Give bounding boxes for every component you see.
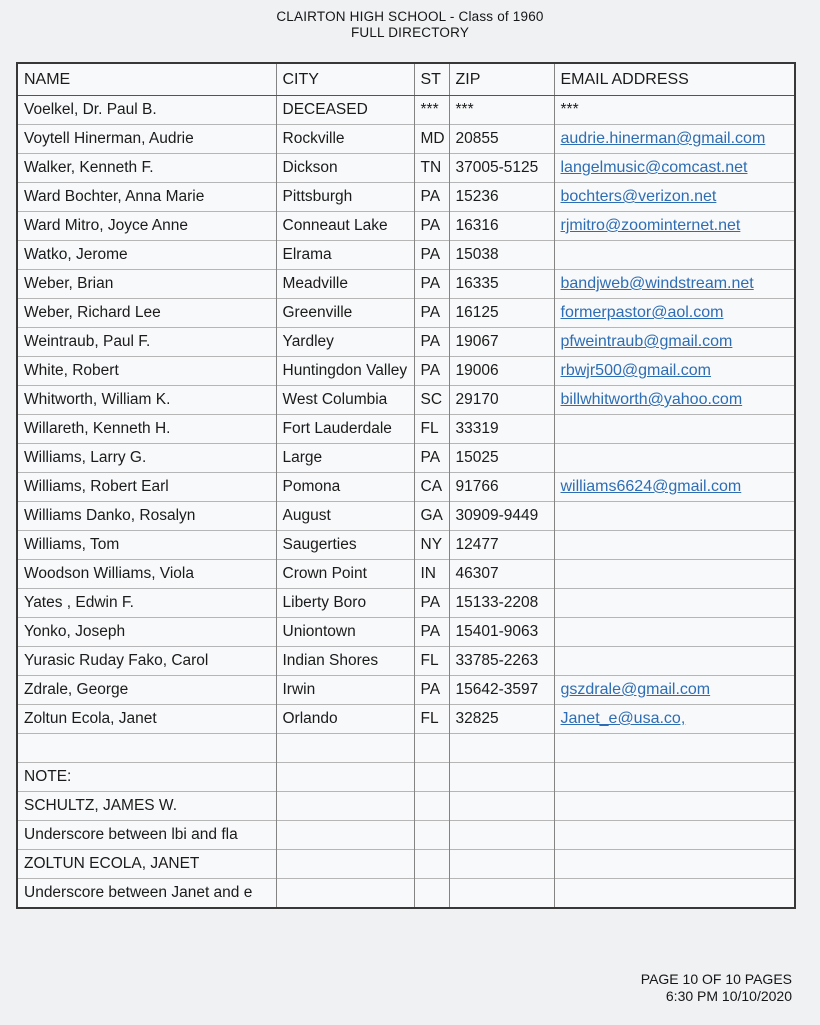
cell-email [554,821,795,850]
cell-email [554,212,795,241]
cell-name: NOTE: [17,763,276,792]
cell-city [276,850,414,879]
cell-city: Crown Point [276,560,414,589]
cell-city [276,821,414,850]
cell-name: Ward Mitro, Joyce Anne [17,212,276,241]
email-link[interactable]: Janet_e@usa.co, [560,710,686,727]
cell-city: Huntingdon Valley [276,357,414,386]
cell-city: Conneaut Lake [276,212,414,241]
cell-city: Large [276,444,414,473]
cell-email [554,647,795,676]
table-row [17,125,795,154]
cell-zip: 91766 [449,473,554,502]
cell-email [554,792,795,821]
cell-name: SCHULTZ, JAMES W. [17,792,276,821]
cell-email [554,589,795,618]
table-row [17,879,795,909]
cell-zip: *** [449,96,554,125]
cell-city: West Columbia [276,386,414,415]
cell-email [554,705,795,734]
cell-st [414,879,449,909]
cell-st: *** [414,96,449,125]
cell-email [554,328,795,357]
cell-email [554,531,795,560]
column-header-email: EMAIL ADDRESS [554,63,795,96]
cell-city [276,763,414,792]
cell-zip: 33785-2263 [449,647,554,676]
cell-name: Walker, Kenneth F. [17,154,276,183]
cell-zip [449,850,554,879]
email-link[interactable]: bochters@verizon.net [560,188,717,205]
cell-st: PA [414,241,449,270]
table-row [17,415,795,444]
table-row [17,386,795,415]
cell-st [414,734,449,763]
cell-email [554,879,795,909]
table-row [17,183,795,212]
cell-city: Uniontown [276,618,414,647]
cell-name: Underscore between Janet and e [17,879,276,909]
cell-name: Weintraub, Paul F. [17,328,276,357]
cell-zip [449,879,554,909]
cell-zip: 19067 [449,328,554,357]
cell-zip: 15236 [449,183,554,212]
cell-st: PA [414,212,449,241]
directory-table [16,62,796,909]
cell-name: Whitworth, William K. [17,386,276,415]
table-row [17,705,795,734]
table-row [17,357,795,386]
cell-city [276,879,414,909]
cell-name: Williams, Tom [17,531,276,560]
cell-st: IN [414,560,449,589]
table-row [17,473,795,502]
table-row [17,444,795,473]
cell-name: Williams Danko, Rosalyn [17,502,276,531]
cell-name: Williams, Larry G. [17,444,276,473]
cell-zip: 15025 [449,444,554,473]
cell-name: Willareth, Kenneth H. [17,415,276,444]
cell-name: Woodson Williams, Viola [17,560,276,589]
cell-zip: 15642-3597 [449,676,554,705]
table-row [17,270,795,299]
table-row [17,212,795,241]
table-header-row [17,63,795,96]
cell-email [554,763,795,792]
cell-email [554,299,795,328]
cell-city: Liberty Boro [276,589,414,618]
cell-email [554,676,795,705]
table-row [17,154,795,183]
cell-email [554,502,795,531]
cell-zip: 16316 [449,212,554,241]
cell-zip: 12477 [449,531,554,560]
cell-city: Pomona [276,473,414,502]
email-link[interactable]: gszdrale@gmail.com [560,681,711,698]
cell-zip [449,792,554,821]
table-row [17,850,795,879]
column-header-st: ST [414,63,449,96]
cell-city: Pittsburgh [276,183,414,212]
email-link[interactable]: langelmusic@comcast.net [560,159,748,176]
cell-city: DECEASED [276,96,414,125]
cell-email [554,850,795,879]
cell-name: Watko, Jerome [17,241,276,270]
column-header-city: CITY [276,63,414,96]
cell-st: PA [414,618,449,647]
cell-email [554,473,795,502]
cell-st: FL [414,705,449,734]
cell-email [554,734,795,763]
table-row [17,763,795,792]
cell-city: Irwin [276,676,414,705]
cell-zip [449,821,554,850]
cell-name: Weber, Brian [17,270,276,299]
cell-name: Underscore between lbi and fla [17,821,276,850]
cell-name: Yates , Edwin F. [17,589,276,618]
cell-email [554,154,795,183]
page-number: PAGE 10 OF 10 PAGES [640,971,792,987]
table-row [17,560,795,589]
cell-zip [449,763,554,792]
table-row [17,647,795,676]
cell-zip: 46307 [449,560,554,589]
cell-st: CA [414,473,449,502]
column-header-zip: ZIP [449,63,554,96]
cell-name: Voelkel, Dr. Paul B. [17,96,276,125]
table-row [17,734,795,763]
cell-name: White, Robert [17,357,276,386]
cell-name: ZOLTUN ECOLA, JANET [17,850,276,879]
cell-zip: 37005-5125 [449,154,554,183]
email-link[interactable]: billwhitworth@yahoo.com [560,391,743,408]
cell-name: Voytell Hinerman, Audrie [17,125,276,154]
cell-name: Yurasic Ruday Fako, Carol [17,647,276,676]
email-link[interactable]: williams6624@gmail.com [560,478,742,495]
cell-city [276,734,414,763]
table-row [17,618,795,647]
cell-zip: 33319 [449,415,554,444]
cell-email [554,125,795,154]
timestamp: 6:30 PM 10/10/2020 [665,988,792,1004]
table-row [17,502,795,531]
document-subtitle: FULL DIRECTORY [350,25,470,40]
cell-zip: 30909-9449 [449,502,554,531]
cell-email [554,415,795,444]
cell-st: PA [414,589,449,618]
cell-email: *** [554,96,795,125]
cell-st: SC [414,386,449,415]
cell-name: Zdrale, George [17,676,276,705]
page-footer [641,971,792,1005]
table-row [17,792,795,821]
cell-st: TN [414,154,449,183]
cell-city: Rockville [276,125,414,154]
table-row [17,299,795,328]
directory-table-body [17,96,795,909]
cell-zip: 16125 [449,299,554,328]
cell-name: Ward Bochter, Anna Marie [17,183,276,212]
cell-email [554,560,795,589]
table-row [17,241,795,270]
cell-st: PA [414,328,449,357]
table-row [17,589,795,618]
cell-st [414,763,449,792]
cell-zip: 16335 [449,270,554,299]
cell-st: FL [414,647,449,676]
column-header-name: NAME [17,63,276,96]
cell-st: NY [414,531,449,560]
cell-email [554,444,795,473]
cell-name: Zoltun Ecola, Janet [17,705,276,734]
cell-city: Greenville [276,299,414,328]
cell-city [276,792,414,821]
cell-zip: 15038 [449,241,554,270]
cell-st: FL [414,415,449,444]
cell-st [414,821,449,850]
cell-st: PA [414,270,449,299]
cell-city: August [276,502,414,531]
cell-city: Indian Shores [276,647,414,676]
cell-st: GA [414,502,449,531]
cell-name: Yonko, Joseph [17,618,276,647]
cell-city: Saugerties [276,531,414,560]
cell-city: Dickson [276,154,414,183]
email-link[interactable]: rbwjr500@gmail.com [560,362,712,379]
cell-name [17,734,276,763]
table-row [17,821,795,850]
table-row [17,96,795,125]
cell-city: Yardley [276,328,414,357]
cell-email [554,357,795,386]
cell-st [414,850,449,879]
cell-zip: 15133-2208 [449,589,554,618]
cell-email [554,618,795,647]
cell-zip: 19006 [449,357,554,386]
cell-zip: 20855 [449,125,554,154]
email-link[interactable]: audrie.hinerman@gmail.com [560,130,766,147]
cell-city: Orlando [276,705,414,734]
cell-email [554,270,795,299]
cell-city: Elrama [276,241,414,270]
email-link[interactable]: formerpastor@aol.com [560,304,724,321]
email-link[interactable]: rjmitro@zoominternet.net [560,217,741,234]
cell-st: PA [414,444,449,473]
table-row [17,531,795,560]
table-row [17,328,795,357]
cell-name: Weber, Richard Lee [17,299,276,328]
table-row [17,676,795,705]
cell-st: PA [414,183,449,212]
cell-city: Fort Lauderdale [276,415,414,444]
cell-email [554,241,795,270]
email-link[interactable]: pfweintraub@gmail.com [560,333,733,350]
cell-zip: 32825 [449,705,554,734]
cell-name: Williams, Robert Earl [17,473,276,502]
cell-st: MD [414,125,449,154]
cell-zip: 29170 [449,386,554,415]
cell-st: PA [414,676,449,705]
cell-st: PA [414,299,449,328]
cell-email [554,386,795,415]
cell-city: Meadville [276,270,414,299]
cell-st: PA [414,357,449,386]
cell-zip [449,734,554,763]
cell-st [414,792,449,821]
email-link[interactable]: bandjweb@windstream.net [560,275,754,292]
cell-email [554,183,795,212]
cell-zip: 15401-9063 [449,618,554,647]
document-header [0,9,820,41]
document-title: CLAIRTON HIGH SCHOOL - Class of 1960 [276,9,544,24]
